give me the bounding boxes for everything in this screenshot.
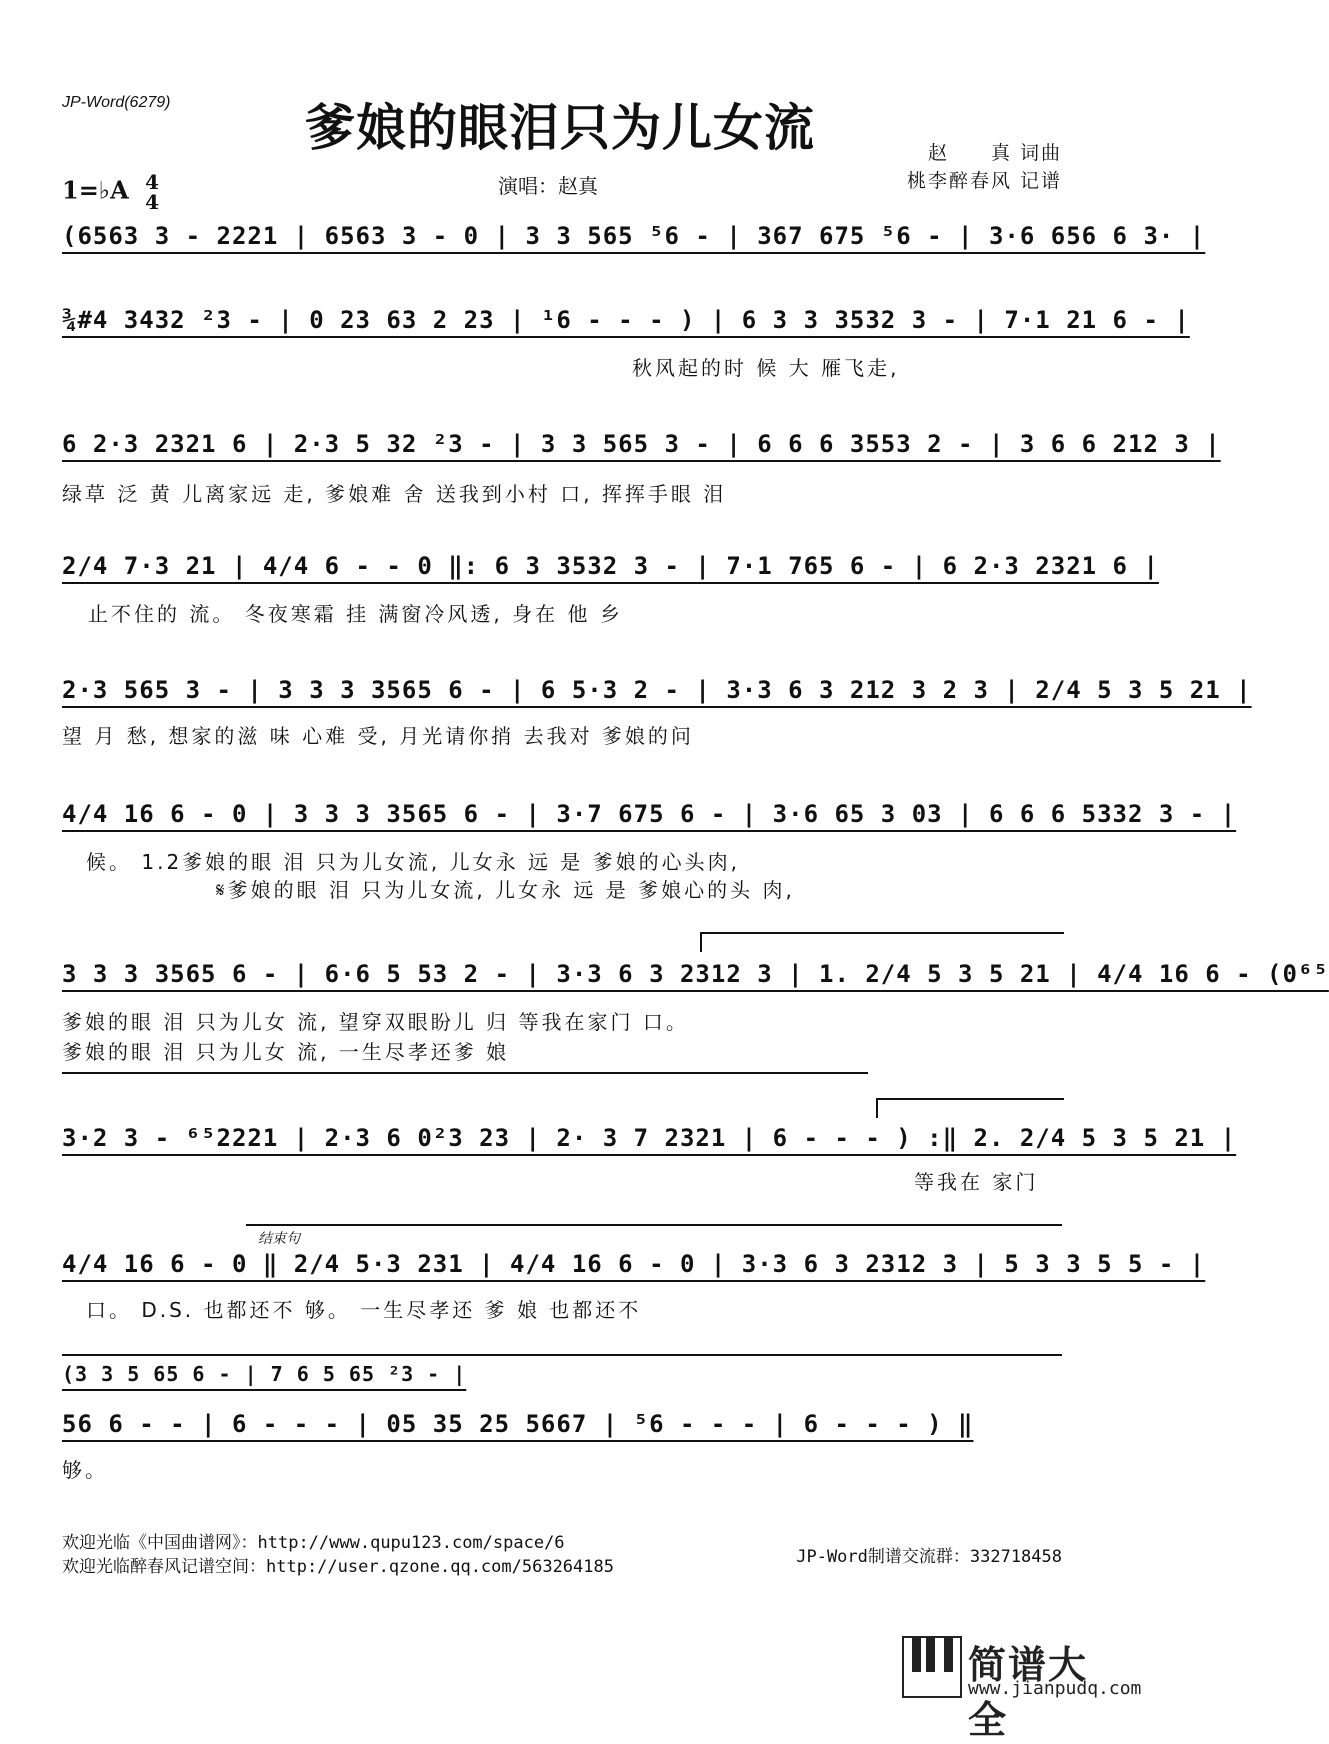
staff-line-8: 3·2 3 - ⁶⁵2221 | 2·3 6 0²3 23 | 2· 3 7 2321 | 6 - - - ) :‖ 2. 2/4 5 3 5 21 | xyxy=(62,1124,1237,1152)
meter-top: 4 xyxy=(145,170,160,194)
lyric-line-10: 够。 xyxy=(62,1458,108,1482)
coda-bracket xyxy=(246,1224,1062,1226)
piano-icon xyxy=(902,1636,962,1698)
staff-line-10b: 56 6 - - | 6 - - - | 05 35 25 5667 | ⁵6 - - - | 6 - - - ) ‖ xyxy=(62,1410,974,1438)
lyric-line-2: 秋风起的时 候 大 雁飞走, xyxy=(632,356,900,380)
lyric-line-7a: 爹娘的眼 泪 只为儿女 流, 望穿双眼盼儿 归 等我在家门 口。 xyxy=(62,1010,689,1034)
staff-line-3: 6 2·3 2321 6 | 2·3 5 32 ²3 - | 3 3 565 3 - | 6 6 6 3553 2 - | 3 6 6 212 3 | xyxy=(62,430,1221,458)
key-signature xyxy=(62,172,159,212)
staff-line-1: (6563 3 - 2221 | 6563 3 - 0 | 3 3 565 ⁵6 - | 367 675 ⁵6 - | 3·6 656 6 3· | xyxy=(62,222,1206,250)
lyric-line-3: 绿草 泛 黄 儿离家远 走, 爹娘难 舍 送我到小村 口, 挥挥手眼 泪 xyxy=(62,482,727,506)
staff-line-5: 2·3 565 3 - | 3 3 3 3565 6 - | 6 5·3 2 - | 3·3 6 3 212 3 2 3 | 2/4 5 3 5 21 | xyxy=(62,676,1252,704)
staff-line-10a: (3 3 5 65 6 - | 7 6 5 65 ²3 - | xyxy=(62,1362,467,1386)
staff-line-2: ¾#4 3432 ²3 - | 0 23 63 2 23 | ¹6 - - - ) | 6 3 3 3532 3 - | 7·1 21 6 - | xyxy=(62,306,1190,334)
logo-name: 简谱大全 xyxy=(968,1643,1089,1742)
song-title: 爹娘的眼泪只为儿女流 xyxy=(305,98,815,157)
key-label: 1=♭A xyxy=(62,175,129,205)
lyric-line-4: 止不住的 流。 冬夜寒霜 挂 满窗冷风透, 身在 他 乡 xyxy=(88,602,623,626)
time-signature xyxy=(145,172,159,212)
footer-group: JP-Word制谱交流群：332718458 xyxy=(796,1547,1062,1567)
first-ending-bracket xyxy=(700,932,1064,952)
lyric-line-6a: 候。 1.2爹娘的眼 泪 只为儿女流, 儿女永 远 是 爹娘的心头肉, xyxy=(86,850,741,874)
meter-bottom: 4 xyxy=(145,190,160,214)
software-source: JP-Word(6279) xyxy=(62,94,171,111)
footer-line-2: 欢迎光临醉春风记谱空间：http://user.qzone.qq.com/563264185 xyxy=(62,1557,614,1577)
lyric-line-5: 望 月 愁, 想家的滋 味 心难 受, 月光请你捎 去我对 爹娘的问 xyxy=(62,724,694,748)
site-logo xyxy=(902,1634,1142,1742)
lyric-line-9: 口。 D.S. 也都还不 够。 一生尽孝还 爹 娘 也都还不 xyxy=(86,1298,642,1322)
second-ending-bracket xyxy=(876,1098,1064,1118)
transcriber: 桃李醉春风 记谱 xyxy=(906,170,1062,192)
alt-staff-bracket xyxy=(62,1354,1062,1356)
lyricist-composer: 赵 真 词曲 xyxy=(927,142,1062,164)
staff-line-7: 3 3 3 3565 6 - | 6·6 5 53 2 - | 3·3 6 3 2312 3 | 1. 2/4 5 3 5 21 | 4/4 16 6 - (0⁶⁵ xyxy=(62,960,1329,988)
staff-line-6: 4/4 16 6 - 0 | 3 3 3 3565 6 - | 3·7 675 6 - | 3·6 65 3 03 | 6 6 6 5332 3 - | xyxy=(62,800,1237,828)
first-ending-continuation xyxy=(62,1072,868,1074)
lyric-line-6b: 𝄋爹娘的眼 泪 只为儿女流, 儿女永 远 是 爹娘心的头 肉, xyxy=(216,878,795,902)
footer-line-1: 欢迎光临《中国曲谱网》：http://www.qupu123.com/space/6 xyxy=(62,1533,565,1553)
ending-phrase-label: 结束句 xyxy=(258,1231,300,1247)
staff-line-9: 4/4 16 6 - 0 ‖ 2/4 5·3 231 | 4/4 16 6 - 0 | 3·3 6 3 2312 3 | 5 3 3 5 5 - | xyxy=(62,1250,1206,1278)
singer: 演唱：赵真 xyxy=(498,174,598,198)
lyric-line-8: 等我在 家门 xyxy=(914,1170,1039,1194)
staff-line-4: 2/4 7·3 21 | 4/4 6 - - 0 ‖: 6 3 3532 3 - | 7·1 765 6 - | 6 2·3 2321 6 | xyxy=(62,552,1159,580)
lyric-line-7b: 爹娘的眼 泪 只为儿女 流, 一生尽孝还爹 娘 xyxy=(62,1040,510,1064)
logo-url: www.jianpudq.com xyxy=(968,1678,1142,1699)
